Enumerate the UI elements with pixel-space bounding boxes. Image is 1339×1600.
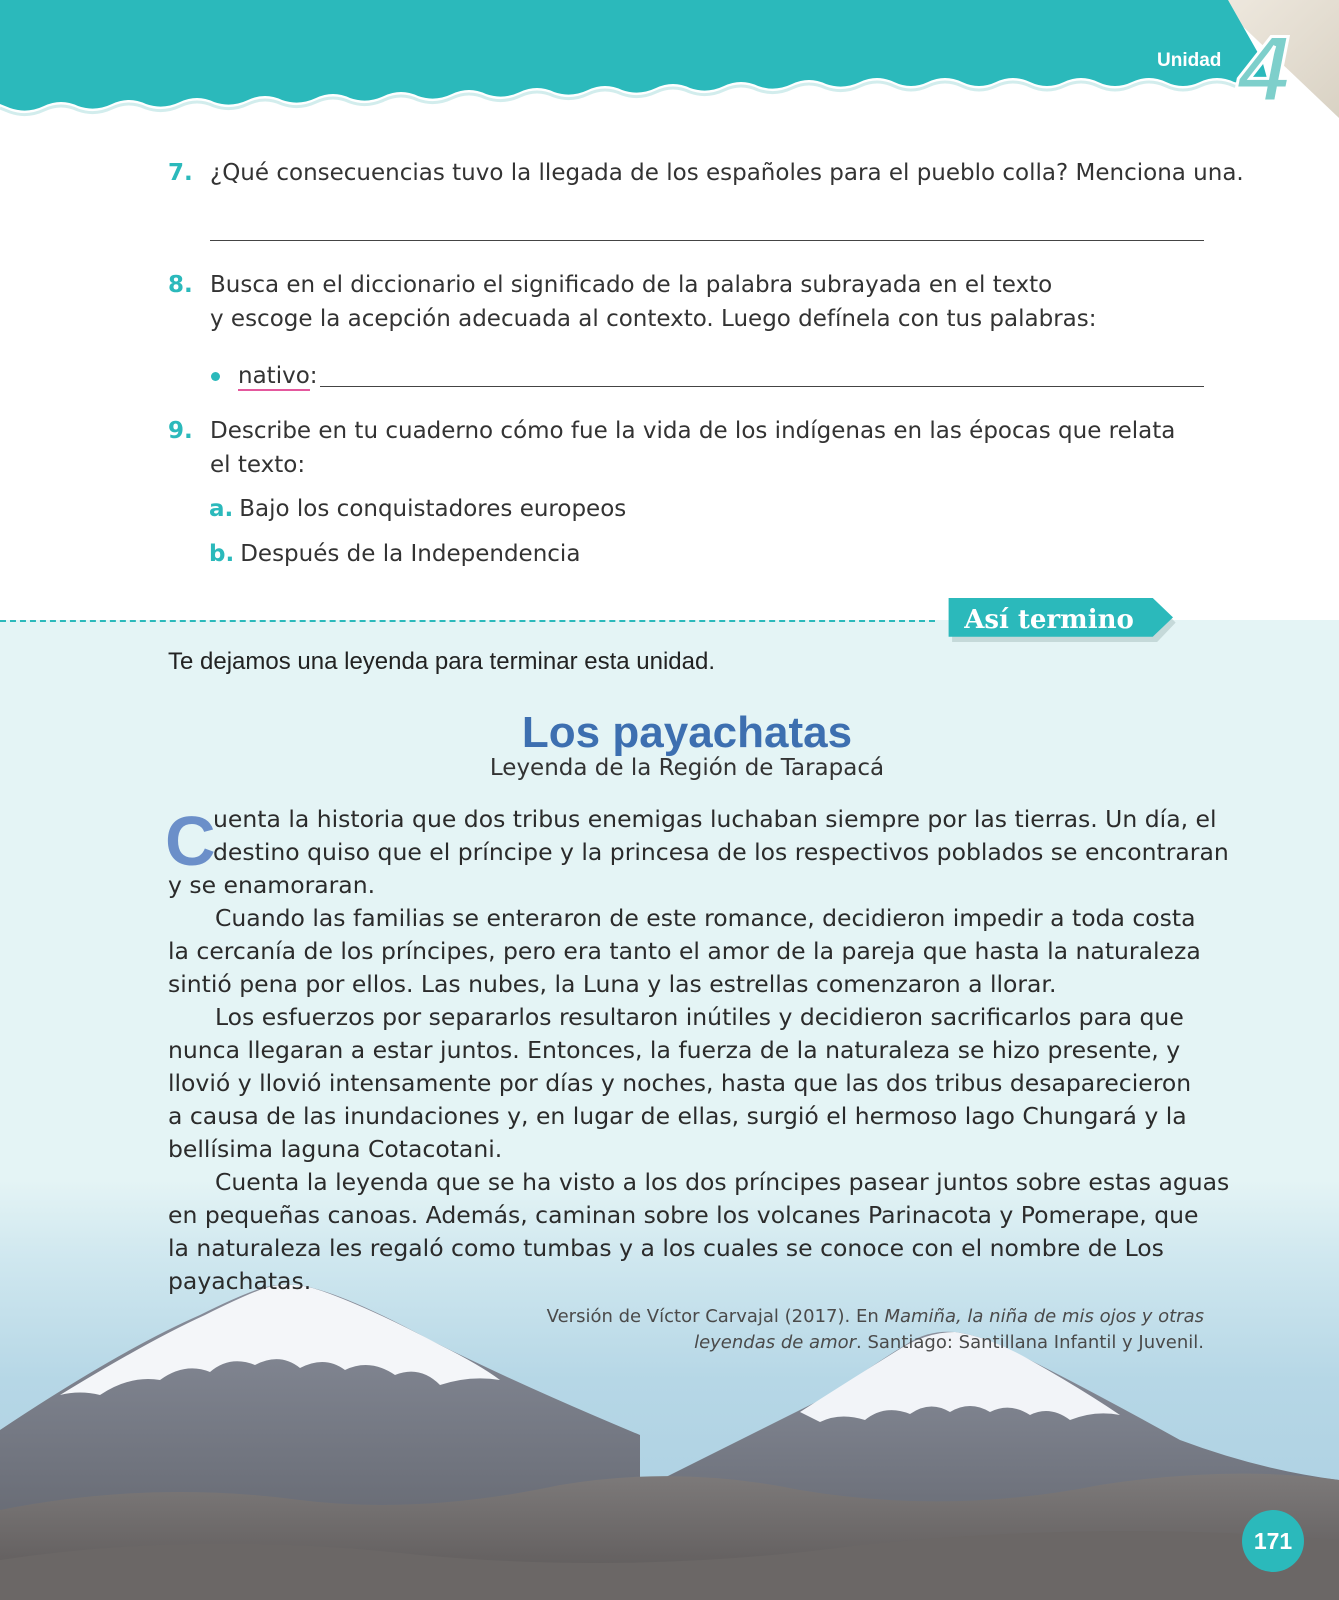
story-line: la cercanía de los príncipes, pero era tanto el amor de la pareja que hasta la naturaleza xyxy=(168,937,1201,965)
unit-label: Unidad xyxy=(1157,50,1222,71)
story-line: uenta la historia que dos tribus enemigas luchaban siempre por las tierras. Un día, el xyxy=(213,805,1217,833)
story-line: a causa de las inundaciones y, en lugar de ellas, surgió el hermoso lago Chungará y la xyxy=(168,1102,1187,1130)
story-line: la naturaleza les regaló como tumbas y a los cuales se conoce con el nombre de Los xyxy=(168,1234,1164,1262)
question-text: ¿Qué consecuencias tuvo la llegada de los españoles para el pueblo colla? Menciona una. xyxy=(210,160,1244,186)
question-9 xyxy=(168,414,1176,448)
question-text-line-1: Busca en el diccionario el significado de la palabra subrayada en el texto xyxy=(210,272,1053,298)
question-7 xyxy=(168,156,1244,190)
sub-item-b xyxy=(209,537,580,571)
story-line: Cuenta la leyenda que se ha visto a los dos príncipes pasear juntos sobre estas aguas xyxy=(215,1168,1230,1196)
story-subtitle: Leyenda de la Región de Tarapacá xyxy=(489,755,885,781)
bullet-term xyxy=(238,359,318,393)
header-wave-banner xyxy=(0,0,1339,140)
story-line: en pequeñas canoas. Además, caminan sobre los volcanes Parinacota y Pomerape, que xyxy=(168,1201,1199,1229)
question-number: 8. xyxy=(168,272,193,298)
question-text-line-1: Describe en tu cuaderno cómo fue la vida de los indígenas en las épocas que relata xyxy=(210,418,1176,444)
answer-line-q8[interactable] xyxy=(320,386,1204,387)
term-colon: : xyxy=(309,363,318,389)
sub-item-text: Después de la Independencia xyxy=(240,541,581,567)
story-line: y se enamoraran. xyxy=(168,871,376,899)
question-number: 7. xyxy=(168,160,193,186)
story-line: Cuando las familias se enteraron de este romance, decidieron impedir a toda costa xyxy=(215,904,1196,932)
story-line: nunca llegaran a estar juntos. Entonces, la fuerza de la naturaleza se hizo presente, y xyxy=(168,1036,1181,1064)
citation-text: Versión de Víctor Carvajal (2017). En xyxy=(546,1306,885,1327)
sub-item-letter: a. xyxy=(209,496,234,522)
sub-item-text: Bajo los conquistadores europeos xyxy=(239,496,627,522)
page-number: 171 xyxy=(1242,1510,1304,1572)
question-text-line-2: el texto: xyxy=(210,452,306,478)
story-line: destino quiso que el príncipe y la princesa de los respectivos poblados se encontraran xyxy=(213,838,1229,866)
question-number: 9. xyxy=(168,418,193,444)
citation-book-title: Mamiña, la niña de mis ojos y otras xyxy=(884,1306,1204,1327)
underlined-term: nativo xyxy=(238,363,310,389)
story-line: bellísima laguna Cotacotani. xyxy=(168,1135,503,1163)
citation-text: . Santiago: Santillana Infantil y Juvenil. xyxy=(856,1332,1204,1353)
unit-number: 4 xyxy=(1238,16,1291,121)
unit-header-banner xyxy=(0,0,1339,140)
sub-item-letter: b. xyxy=(209,541,235,567)
bullet-dot xyxy=(211,372,220,381)
story-line: llovió y llovió intensamente por días y noches, hasta que las dos tribus desaparecieron xyxy=(168,1069,1192,1097)
answer-line-q7[interactable] xyxy=(210,240,1204,241)
question-8 xyxy=(168,268,1053,302)
story-line: Los esfuerzos por separarlos resultaron inútiles y decidieron sacrificarlos para que xyxy=(215,1003,1184,1031)
story-line: sintió pena por ellos. Las nubes, la Luna y las estrellas comenzaron a llorar. xyxy=(168,970,1057,998)
drop-cap: C xyxy=(165,802,216,880)
citation-book-title: leyendas de amor xyxy=(694,1332,857,1353)
section-ribbon-label: Así termino xyxy=(964,605,1134,635)
citation-line-1 xyxy=(547,1304,1204,1330)
question-text-line-2: y escoge la acepción adecuada al contexto. Luego defínela con tus palabras: xyxy=(210,306,1097,332)
story-line: payachatas. xyxy=(168,1267,312,1295)
citation-line-2 xyxy=(694,1330,1204,1356)
section-intro: Te dejamos una leyenda para terminar esta unidad. xyxy=(168,648,716,675)
sub-item-a xyxy=(209,492,626,526)
section-divider xyxy=(0,620,935,622)
story-title: Los payachatas xyxy=(521,708,853,757)
